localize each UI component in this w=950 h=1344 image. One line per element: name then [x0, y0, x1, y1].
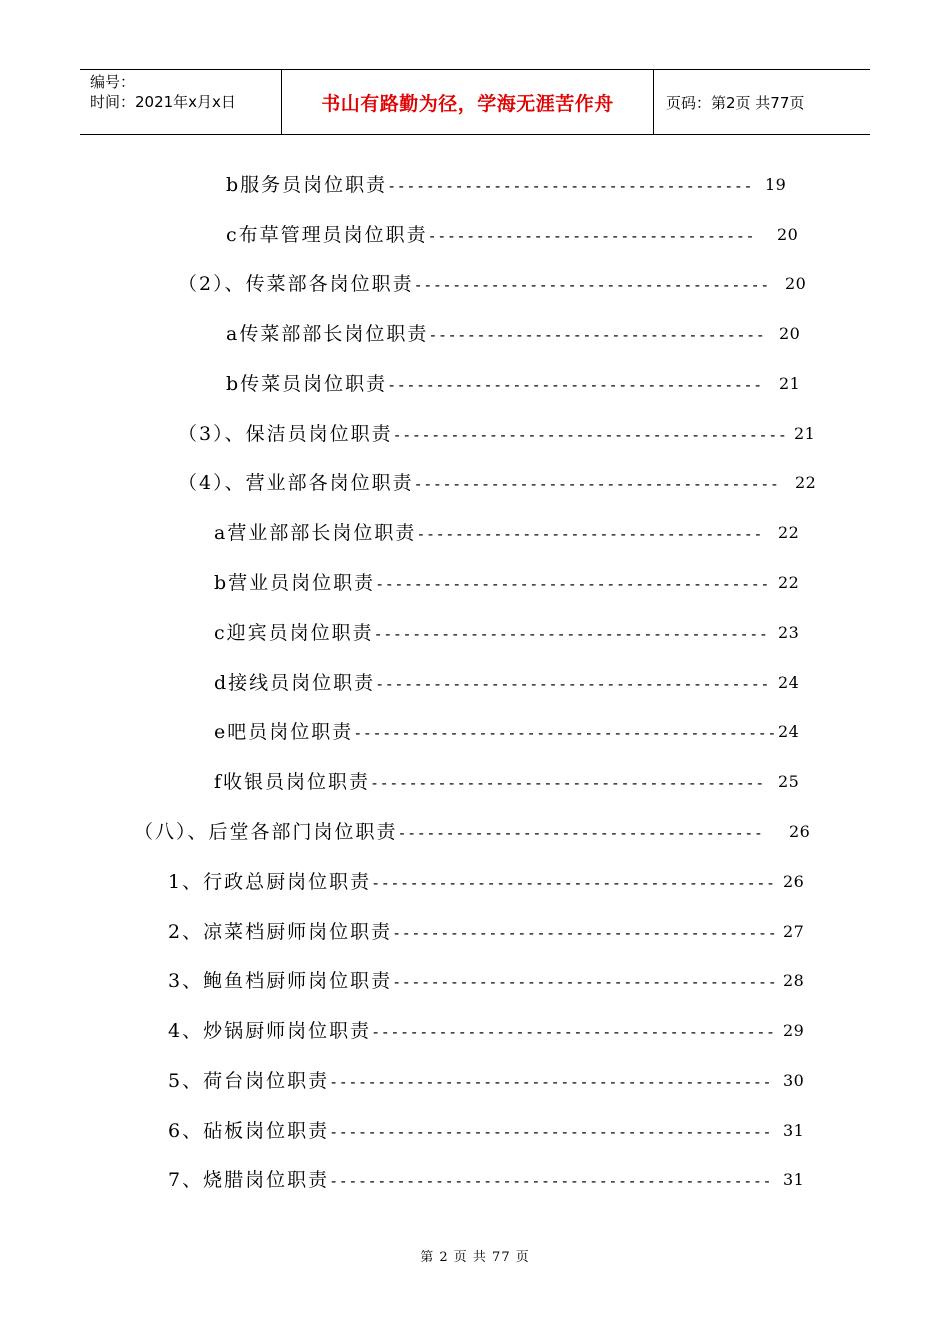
toc-entry-title: 5、荷台岗位职责 [168, 1070, 330, 1092]
toc-entry [214, 768, 765, 796]
toc-entry [226, 370, 763, 398]
toc-leader: ----------------------------------------- [375, 675, 771, 693]
toc-page-number: 20 [785, 274, 807, 293]
toc-leader: ------------------------------------- [413, 276, 770, 294]
toc-page-number: 22 [778, 523, 800, 542]
toc-entry [226, 320, 765, 348]
toc-entry [168, 1017, 776, 1045]
toc-entry-title: 6、砧板岗位职责 [168, 1120, 330, 1142]
toc-entry [168, 1166, 772, 1194]
toc-page-number: 26 [783, 872, 805, 891]
toc-entry-title: 7、烧腊岗位职责 [168, 1169, 330, 1191]
toc-leader: ----------------------------------------- [375, 575, 771, 593]
toc-leader: ---------------------------------------- [392, 924, 778, 942]
toc-entry-title: 2、凉菜档厨师岗位职责 [168, 921, 393, 943]
toc-page-number: 24 [778, 673, 800, 692]
toc-leader: ----------------------------------- [428, 326, 766, 344]
toc-entry [178, 420, 787, 448]
toc-page-number: 26 [789, 822, 811, 841]
toc-leader: ----------------------------------------- [373, 625, 769, 643]
toc-entry-title: d接线员岗位职责 [214, 672, 376, 694]
toc-entry-title: c迎宾员岗位职责 [214, 622, 374, 644]
toc-page-number: 30 [783, 1071, 805, 1090]
toc-page-number: 25 [778, 772, 800, 791]
toc-page-number: 22 [795, 473, 817, 492]
header-meta-cell [80, 70, 282, 134]
toc-entry [178, 270, 770, 298]
toc-entry [168, 868, 776, 896]
toc-leader: ---------------------------------------------- [329, 1073, 773, 1091]
toc-entry-title: （3）、保洁员岗位职责 [178, 423, 393, 445]
toc-entry [178, 469, 780, 497]
toc-leader: ------------------------------------------ [371, 1023, 776, 1041]
toc-page-number: 20 [779, 324, 801, 343]
page-footer: 第 2 页 共 77 页 [420, 1250, 530, 1265]
toc-entry [214, 519, 763, 547]
toc-leader: ---------------------------------------- [392, 973, 778, 991]
toc-leader: -------------------------------------------- [353, 724, 778, 742]
toc-leader: ----------------------------------------- [370, 774, 765, 792]
toc-entry-title: （2）、传菜部各岗位职责 [178, 273, 414, 295]
toc-leader: ----------------------------------------- [392, 426, 788, 444]
toc-entry [168, 1067, 772, 1095]
toc-page-number: 31 [783, 1121, 805, 1140]
toc-page-number: 21 [779, 374, 801, 393]
toc-entry [168, 967, 777, 995]
toc-entry-title: （4）、营业部各岗位职责 [178, 472, 414, 494]
header-page-info: 页码：第2页 共77页 [666, 93, 805, 112]
toc-page-number: 28 [783, 971, 805, 990]
doc-number-label: 编号： [90, 73, 136, 91]
toc-page-number: 31 [783, 1170, 805, 1189]
toc-entry [226, 171, 753, 199]
toc-entry-title: a传菜部部长岗位职责 [226, 323, 429, 345]
toc-entry-title: b营业员岗位职责 [214, 572, 376, 594]
toc-leader: ---------------------------------------------- [329, 1172, 773, 1190]
toc-entry-title: （八）、后堂各部门岗位职责 [134, 821, 398, 843]
toc-entry [214, 669, 770, 697]
toc-entry [168, 918, 777, 946]
toc-leader: ------------------------------------ [416, 525, 764, 543]
toc-page-number: 23 [778, 623, 800, 642]
toc-leader: ------------------------------------------ [371, 874, 776, 892]
toc-entry [214, 619, 769, 647]
toc-entry-title: 1、行政总厨岗位职责 [168, 871, 372, 893]
toc-entry-title: c布草管理员岗位职责 [226, 224, 428, 246]
toc-page-number: 27 [783, 922, 805, 941]
doc-date-label: 时间：2021年x月x日 [90, 93, 236, 111]
toc-leader: ---------------------------------- [427, 227, 756, 245]
toc-page-number: 19 [765, 175, 787, 194]
toc-entry [214, 569, 770, 597]
toc-entry-title: 3、鲍鱼档厨师岗位职责 [168, 970, 393, 992]
toc-entry [214, 718, 777, 746]
toc-entry-title: b传菜员岗位职责 [226, 373, 388, 395]
toc-entry [168, 1117, 772, 1145]
toc-entry-title: e吧员岗位职责 [214, 721, 354, 743]
toc-page-number: 24 [778, 722, 800, 741]
toc-page-number: 22 [778, 573, 800, 592]
header-motto: 书山有路勤为径，学海无涯苦作舟 [282, 70, 654, 134]
toc-leader: -------------------------------------- [397, 824, 764, 842]
toc-page-number: 20 [777, 225, 799, 244]
toc-entry-title: 4、炒锅厨师岗位职责 [168, 1020, 372, 1042]
toc-leader: -------------------------------------- [387, 177, 754, 195]
toc-entry [226, 221, 755, 249]
toc-entry-title: f收银员岗位职责 [214, 771, 371, 793]
toc-leader: --------------------------------------- [387, 376, 763, 394]
toc-entry-title: b服务员岗位职责 [226, 174, 388, 196]
toc-leader: ---------------------------------------------- [329, 1123, 773, 1141]
page-header [80, 69, 870, 135]
toc-entry [134, 818, 763, 846]
toc-leader: -------------------------------------- [413, 475, 780, 493]
toc-page-number: 21 [794, 424, 816, 443]
toc-entry-title: a营业部部长岗位职责 [214, 522, 417, 544]
toc-page-number: 29 [783, 1021, 805, 1040]
